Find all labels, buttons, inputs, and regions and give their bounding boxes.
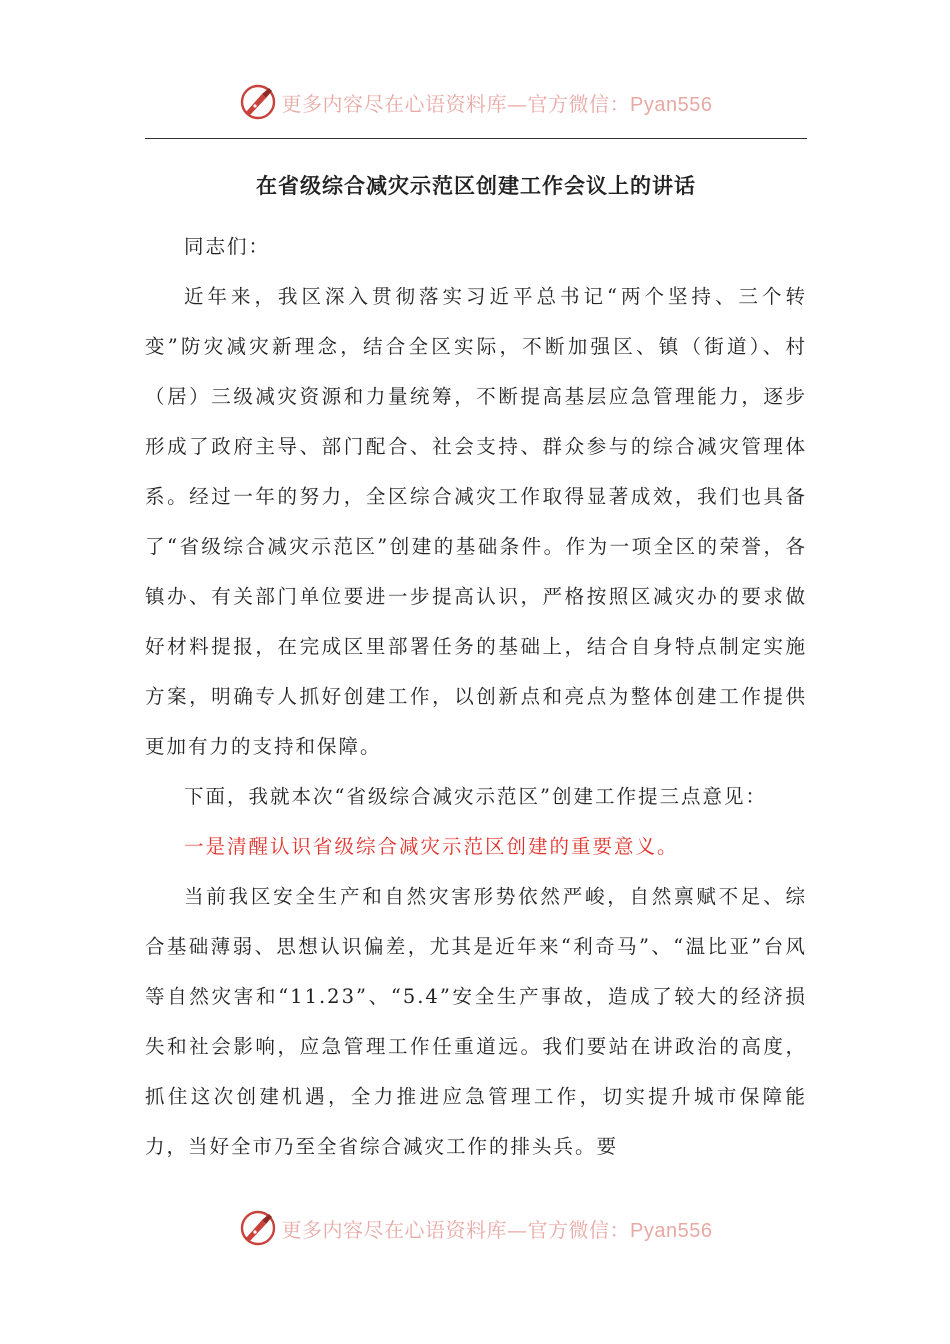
- paragraph-situation: 当前我区安全生产和自然灾害形势依然严峻，自然禀赋不足、综合基础薄弱、思想认识偏差，尤其是近年来“利奇马”、“温比亚”台风等自然灾害和“11.23”、“5.4”安全生产事故，造成了较大的经济损失和社会影响，应急管理工作任重道远。我们要站在讲政治的高度，抓住这次创建机遇，全力推进应急管理工作，切实提升城市保障能力，当好全市乃至全省综合减灾工作的排头兵。要: [145, 885, 807, 1158]
- paragraph-outline: 下面，我就本次“省级综合减灾示范区”创建工作提三点意见：: [184, 785, 767, 808]
- pen-nib-logo-icon: [238, 1208, 278, 1248]
- banner-text: 更多内容尽在心语资料库—官方微信：Pyan556: [281, 91, 713, 116]
- greeting: 同志们：: [184, 235, 271, 258]
- paragraph-intro: 近年来，我区深入贯彻落实习近平总书记“两个坚持、三个转变”防灾减灾新理念，结合全区实际，不断加强区、镇（街道）、村（居）三级减灾资源和力量统筹，不断提高基层应急管理能力，逐步形成了政府主导、部门配合、社会支持、群众参与的综合减灾管理体系。经过一年的努力，全区综合减灾工作取得显著成效，我们也具备了“省级综合减灾示范区”创建的基础条件。作为一项全区的荣誉，各镇办、有关部门单位要进一步提高认识，严格按照区减灾办的要求做好材料提报，在完成区里部署任务的基础上，结合自身特点制定实施方案，明确专人抓好创建工作，以创新点和亮点为整体创建工作提供更加有力的支持和保障。: [145, 285, 807, 758]
- section-heading-1: 一是清醒认识省级综合减灾示范区创建的重要意义。: [184, 835, 679, 858]
- wechat-id: Pyan556: [630, 1219, 713, 1242]
- wechat-id: Pyan556: [630, 93, 713, 116]
- pen-nib-logo-icon: [238, 82, 278, 122]
- header-divider: [145, 138, 807, 139]
- footer-banner: [0, 1208, 950, 1248]
- banner-text: 更多内容尽在心语资料库—官方微信：Pyan556: [281, 1217, 713, 1242]
- header-banner: [0, 82, 950, 122]
- document-body: [145, 222, 807, 1172]
- document-title: 在省级综合减灾示范区创建工作会议上的讲话: [256, 173, 696, 198]
